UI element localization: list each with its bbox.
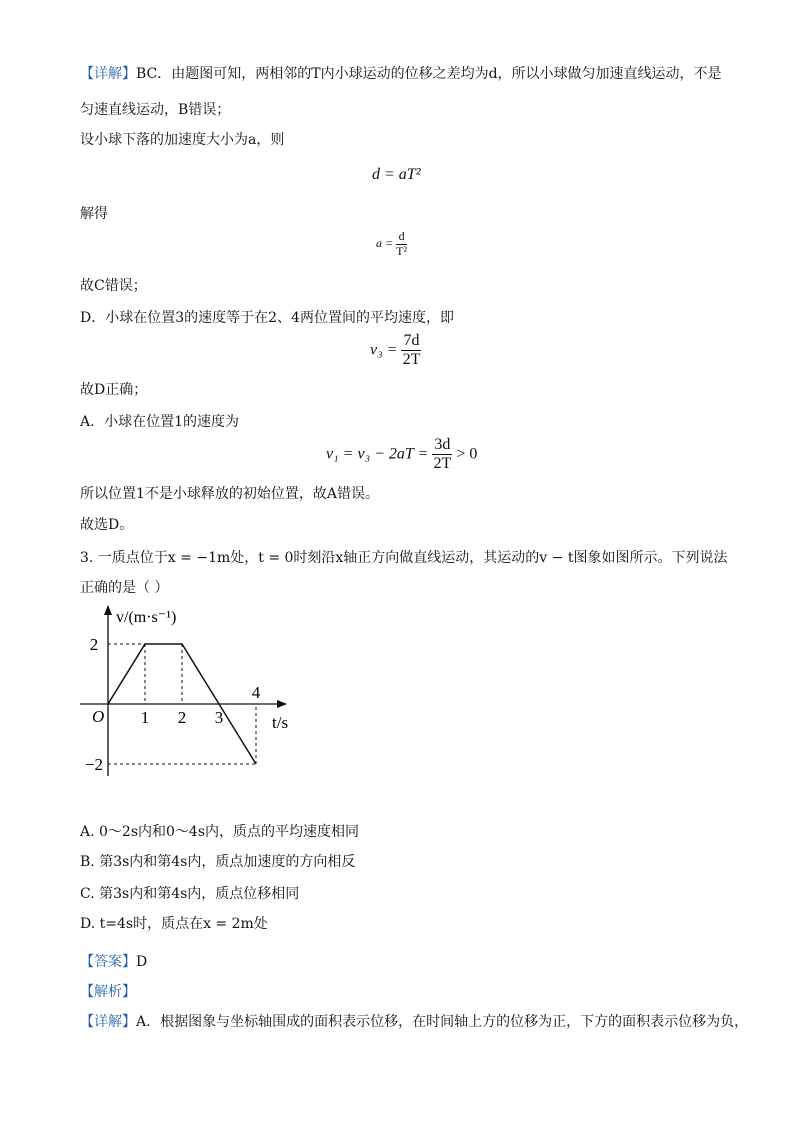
detail-text: A．根据图象与坐标轴围成的面积表示位移，在时间轴上方的位移为正，下方的面积表示位移为负， <box>136 1014 749 1030</box>
fraction-numerator: 3d <box>432 436 452 455</box>
x-tick-label: 4 <box>251 683 261 702</box>
equation-lhs: a = <box>376 236 394 251</box>
answer-tag: 【答案】 <box>80 954 136 970</box>
option-c: C. 第3s内和第4s内，质点位移相同 <box>80 886 300 902</box>
detail-tag: 【详解】 <box>80 66 136 82</box>
paragraph-a-wrong: 所以位置1不是小球释放的初始位置，故A错误。 <box>80 486 380 502</box>
question-3-stem: 3. 一质点位于x = −1m处，t = 0时刻沿x轴正方向做直线运动，其运动的v − t图象如图所示。下列说法 <box>80 550 728 566</box>
paragraph-d-analysis: D．小球在位置3的速度等于在2、4两位置间的平均速度，即 <box>80 310 454 326</box>
fraction-numerator: d <box>396 230 407 245</box>
paragraph-solve: 解得 <box>80 206 108 222</box>
paragraph-detail-bc <box>80 64 722 84</box>
fraction-numerator: 7d <box>401 332 421 351</box>
fraction-denominator: 2T <box>402 351 421 369</box>
detail-paragraph <box>80 1012 748 1032</box>
analysis-heading: 【解析】 <box>80 984 136 1000</box>
equation-v3 <box>370 332 421 370</box>
paragraph-d-correct: 故D正确； <box>80 382 148 398</box>
fraction-denominator: 2T <box>433 455 452 473</box>
answer-line <box>80 952 147 972</box>
vt-chart <box>60 596 310 786</box>
option-d: D. t=4s时，质点在x = 2m处 <box>80 916 268 932</box>
y-tick-label: 2 <box>89 635 99 654</box>
fraction-denominator: T² <box>396 243 408 258</box>
detail-tag: 【详解】 <box>80 1014 136 1030</box>
equation-lhs: v₁ = v₃ − 2aT = <box>326 445 429 463</box>
origin-label: O <box>92 707 105 726</box>
option-b: B. 第3s内和第4s内，质点加速度的方向相反 <box>80 854 356 870</box>
equation-text: d = aT² <box>372 166 421 183</box>
y-tick-label: −2 <box>84 755 104 774</box>
paragraph-b-wrong: 匀速直线运动，B错误； <box>80 102 231 118</box>
paragraph-text: BC．由题图可知，两相邻的T内小球运动的位移之差均为d，所以小球做匀加速直线运动，不是 <box>136 66 722 82</box>
equation-rhs: > 0 <box>456 445 478 463</box>
paragraph-c-wrong: 故C错误； <box>80 278 147 294</box>
x-axis-label: t/s <box>272 713 289 732</box>
equation-d-at2 <box>372 166 421 184</box>
question-3-stem-cont: 正确的是（ ） <box>80 580 169 596</box>
paragraph-acceleration-intro: 设小球下落的加速度大小为a，则 <box>80 132 285 148</box>
equation-a <box>376 230 407 259</box>
x-tick-label: 1 <box>140 708 150 727</box>
paragraph-a-analysis: A．小球在位置1的速度为 <box>80 414 240 430</box>
equation-lhs: v₃ = <box>370 341 398 359</box>
answer-value: D <box>136 954 148 970</box>
option-a: A. 0～2s内和0～4s内，质点的平均速度相同 <box>80 824 360 840</box>
equation-v1 <box>326 436 477 474</box>
paragraph-choose-d: 故选D。 <box>80 517 134 533</box>
x-tick-label: 2 <box>177 708 187 727</box>
x-tick-label: 3 <box>214 708 224 727</box>
y-axis-label: v/(m·s⁻¹) <box>116 609 177 626</box>
